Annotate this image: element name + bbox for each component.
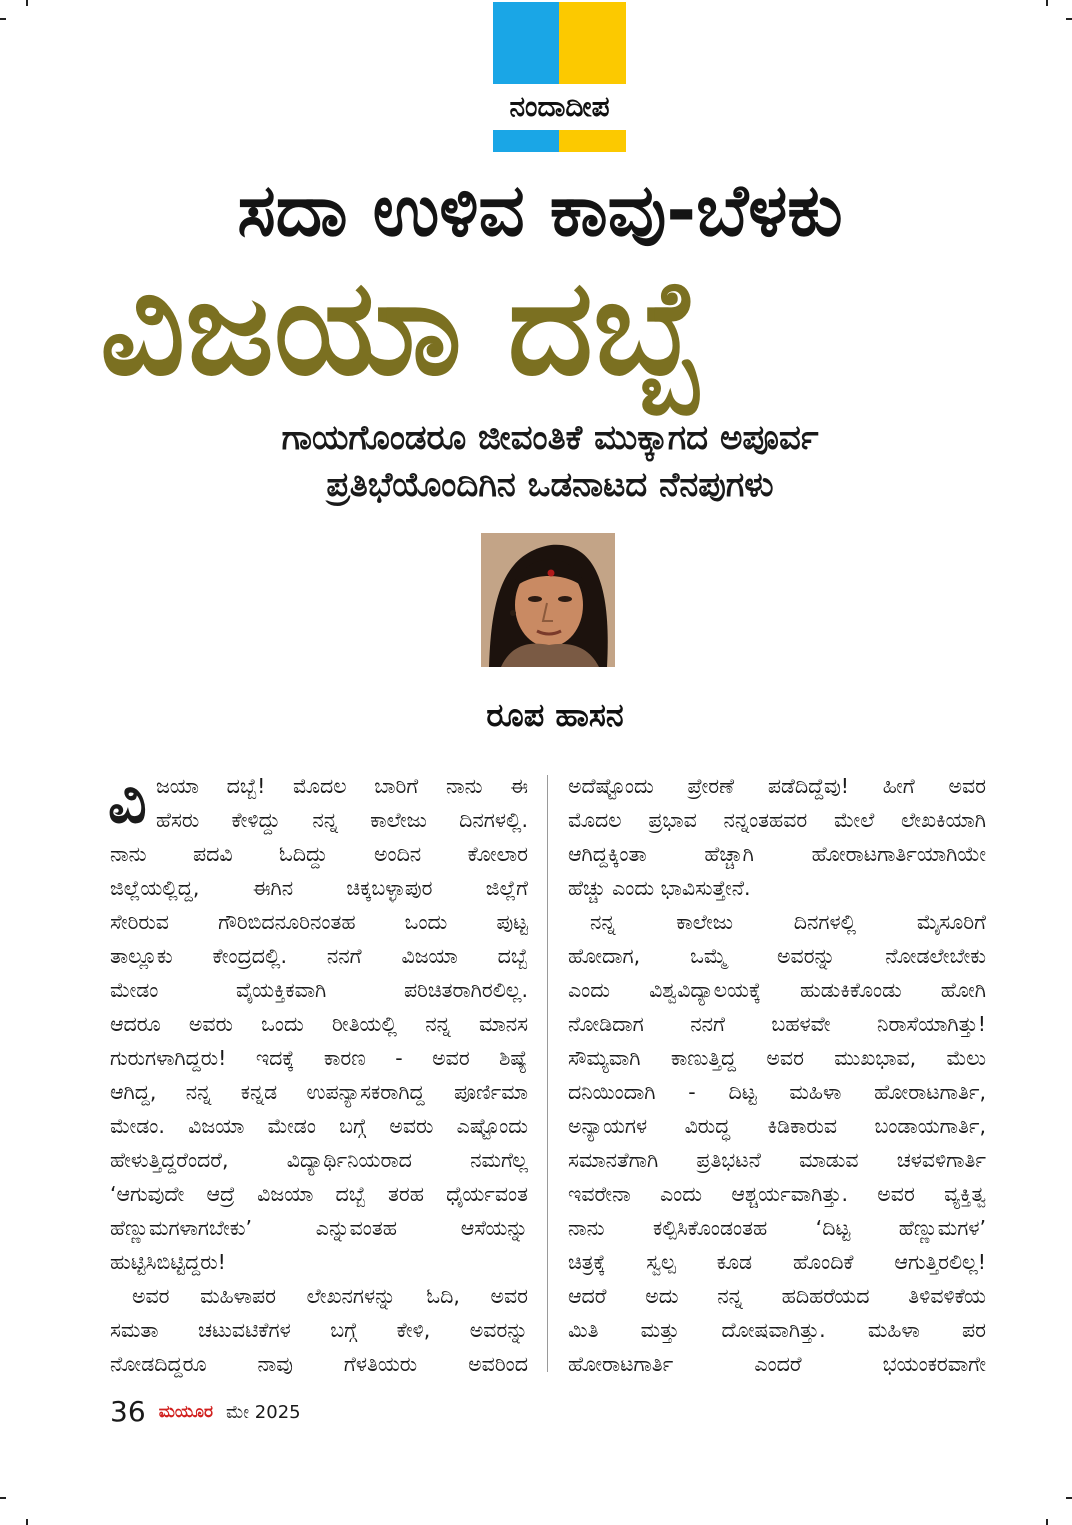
body-line: ಮಿತಿ ಮತ್ತು ದೋಷವಾಗಿತ್ತು. ಮಹಿಳಾ ಪರ [568,1318,986,1342]
crop-mark-bottom-right-v [1046,1519,1048,1525]
dek-line: ಪ್ರತಿಭೆಯೊಂದಿಗಿನ ಒಡನಾಟದ ನೆನಪುಗಳು [326,465,774,505]
article-dek [180,415,920,509]
body-line: ನನ್ನ ಕಾಲೇಜು ದಿನಗಳಲ್ಲಿ ಮೈಸೂರಿಗೆ [590,910,986,934]
body-line: ಸೇರಿರುವ ಗೌರಿಬಿದನೂರಿನಂತಹ ಒಂದು ಪುಟ್ಟ [110,910,528,934]
author-byline: ರೂಪ ಹಾಸನ [486,696,624,734]
body-line: ಹೇಳುತ್ತಿದ್ದರೆಂದರೆ, ವಿದ್ಯಾರ್ಥಿನಿಯರಾದ ನಮಗೆಲ್ಲ [110,1148,528,1172]
body-line: ಆಗಿದ್ದಕ್ಕಿಂತಾ ಹೆಚ್ಚಾಗಿ ಹೋರಾಟಗಾರ್ತಿಯಾಗಿಯೇ [568,842,986,866]
logo-blue-strip [493,130,559,152]
body-line: ಗುರುಗಳಾಗಿದ್ದರು! ಇದಕ್ಕೆ ಕಾರಣ - ಅವರ ಶಿಷ್ಯೆ [110,1046,528,1070]
body-line: ಆದರೆ ಅದು ನನ್ನ ಹದಿಹರೆಯದ ತಿಳಿವಳಿಕೆಯ [568,1284,986,1308]
body-line: ನಾನು ಕಲ್ಪಿಸಿಕೊಂಡಂತಹ ‘ದಿಟ್ಟ ಹೆಣ್ಣುಮಗಳ’ [568,1216,986,1240]
body-line: ನಾನು ಪದವಿ ಓದಿದ್ದು ಅಂದಿನ ಕೋಲಾರ [110,842,528,866]
body-line: ಮೊದಲ ಪ್ರಭಾವ ನನ್ನಂತಹವರ ಮೇಲೆ ಲೇಖಕಿಯಾಗಿ [568,808,986,832]
body-line: ಸಮತಾ ಚಟುವಟಿಕೆಗಳ ಬಗ್ಗೆ ಕೇಳಿ, ಅವರನ್ನು [110,1318,528,1342]
section-name: ನಂದಾದೀಪ [509,90,610,123]
body-line: ಸೌಮ್ಯವಾಗಿ ಕಾಣುತ್ತಿದ್ದ ಅವರ ಮುಖಭಾವ, ಮೆಲು [568,1046,986,1070]
section-logo [493,2,626,152]
dek-line: ಗಾಯಗೊಂಡರೂ ಜೀವಂತಿಕೆ ಮುಕ್ಕಾಗದ ಅಪೂರ್ವ [281,418,819,458]
drop-cap: ವಿ [108,767,147,837]
column-divider [547,775,548,1372]
author-photo [481,533,615,667]
logo-blue-block [493,2,559,84]
author-portrait-image [481,533,615,667]
body-line: ಮೇಡಂ ವೈಯಕ್ತಿಕವಾಗಿ ಪರಿಚಿತರಾಗಿರಲಿಲ್ಲ. [110,978,528,1002]
body-line: ಆಗಿದ್ದ, ನನ್ನ ಕನ್ನಡ ಉಪನ್ಯಾಸಕರಾಗಿದ್ದ ಪೂರ್ಣಿಮಾ [110,1080,528,1104]
body-line: ಇವರೇನಾ ಎಂದು ಆಶ್ಚರ್ಯವಾಗಿತ್ತು. ಅವರ ವ್ಯಕ್ತಿತ್ವ [568,1182,986,1206]
body-line: ಮೇಡಂ. ವಿಜಯಾ ಮೇಡಂ ಬಗ್ಗೆ ಅವರು ಎಷ್ಟೊಂದು [110,1114,528,1138]
article-column-left [110,769,528,1381]
crop-mark-top-right-v [1046,0,1048,6]
body-line: ‘ಆಗುವುದೇ ಆದ್ರೆ ವಿಜಯಾ ದಬ್ಬೆ ತರಹ ಧೈರ್ಯವಂತ [110,1182,528,1206]
crop-mark-bottom-left-v [26,1519,28,1525]
issue-date: ಮೇ 2025 [226,1401,301,1423]
body-line: ತಾಲ್ಲೂಕು ಕೇಂದ್ರದಲ್ಲಿ. ನನಗೆ ವಿಜಯಾ ದಬ್ಬೆ [110,944,528,968]
subject-name-title: ವಿಜಯಾ ದಬ್ಬೆ [100,251,704,405]
body-line: ಹೆಸರು ಕೇಳಿದ್ದು ನನ್ನ ಕಾಲೇಜು ದಿನಗಳಲ್ಲಿ. [156,808,528,832]
body-line: ಹೆಚ್ಚು ಎಂದು ಭಾವಿಸುತ್ತೇನೆ. [568,876,751,900]
body-line: ಹೋದಾಗ, ಒಮ್ಮೆ ಅವರನ್ನು ನೋಡಲೇಬೇಕು [568,944,986,968]
crop-mark-bottom-left [0,1497,6,1499]
body-line: ನೋಡದಿದ್ದರೂ ನಾವು ಗೆಳತಿಯರು ಅವರಿಂದ [110,1352,528,1376]
body-line: ಆದರೂ ಅವರು ಒಂದು ರೀತಿಯಲ್ಲಿ ನನ್ನ ಮಾನಸ [110,1012,528,1036]
body-line: ಜಯಾ ದಬ್ಬೆ! ಮೊದಲ ಬಾರಿಗೆ ನಾನು ಈ [156,774,528,798]
body-line: ಅದೆಷ್ಟೊಂದು ಪ್ರೇರಣೆ ಪಡೆದಿದ್ದೆವು! ಹೀಗೆ ಅವರ [568,774,986,798]
article-headline: ಸದಾ ಉಳಿವ ಕಾವು-ಬೆಳಕು [237,168,843,252]
body-line: ಅನ್ಯಾಯಗಳ ವಿರುದ್ಧ ಕಿಡಿಕಾರುವ ಬಂಡಾಯಗಾರ್ತಿ, [568,1114,986,1138]
logo-yellow-strip [559,130,626,152]
crop-mark-top-left-v [26,0,28,6]
body-line: ಅವರ ಮಹಿಳಾಪರ ಲೇಖನಗಳನ್ನು ಓದಿ, ಅವರ [132,1284,528,1308]
body-line: ಸಮಾನತೆಗಾಗಿ ಪ್ರತಿಭಟನೆ ಮಾಡುವ ಚಳವಳಿಗಾರ್ತಿ [568,1148,986,1172]
article-column-right [568,769,986,1381]
body-line: ಜಿಲ್ಲೆಯಲ್ಲಿದ್ದ, ಈಗಿನ ಚಿಕ್ಕಬಳ್ಳಾಪುರ ಜಿಲ್ಲೆಗೆ [110,876,528,900]
body-line: ಚಿತ್ರಕ್ಕೆ ಸ್ವಲ್ಪ ಕೂಡ ಹೊಂದಿಕೆ ಆಗುತ್ತಿರಲಿಲ್ಲ! [568,1250,986,1274]
magazine-name: ಮಯೂರ [158,1402,213,1422]
page-number: 36 [110,1395,146,1428]
body-line: ದನಿಯಿಂದಾಗಿ - ದಿಟ್ಟ ಮಹಿಳಾ ಹೋರಾಟಗಾರ್ತಿ, [568,1080,986,1104]
page-footer [110,1392,301,1432]
crop-mark-top-right [1066,18,1072,20]
body-line: ನೋಡಿದಾಗ ನನಗೆ ಬಹಳವೇ ನಿರಾಸೆಯಾಗಿತ್ತು! [568,1012,986,1036]
body-line: ಎಂದು ವಿಶ್ವವಿದ್ಯಾಲಯಕ್ಕೆ ಹುಡುಕಿಕೊಂಡು ಹೋಗಿ [568,978,986,1002]
crop-mark-top-left [0,18,6,20]
body-line: ಹುಟ್ಟಿಸಿಬಿಟ್ಟಿದ್ದರು! [110,1250,226,1274]
body-line: ಹೋರಾಟಗಾರ್ತಿ ಎಂದರೆ ಭಯಂಕರವಾಗೇ [568,1352,986,1376]
logo-yellow-block [559,2,626,84]
body-line: ಹೆಣ್ಣುಮಗಳಾಗಬೇಕು’ ಎನ್ನುವಂತಹ ಆಸೆಯನ್ನು [110,1216,528,1240]
crop-mark-bottom-right [1066,1497,1072,1499]
